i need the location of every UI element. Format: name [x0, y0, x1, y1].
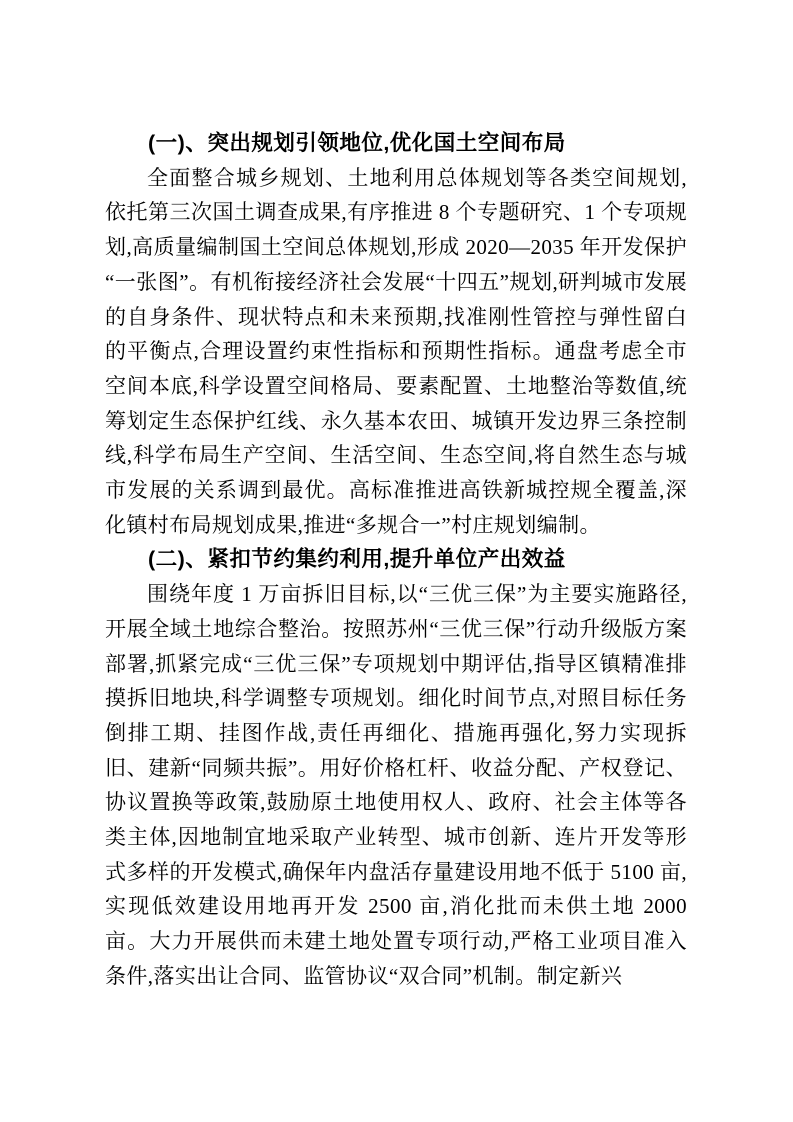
section-2-paragraph: 围绕年度 1 万亩拆旧目标,以“三优三保”为主要实施路径,开展全域土地综合整治。按照苏州“三优三保”行动升级版方案部署,抓紧完成“三优三保”专项规划中期评估,指导区镇精准排摸拆旧地块,科学调整专项规划。细化时间节点,对照目标任务倒排工期、挂图作战,责任再细化、措施再强化,努力实现拆旧、建新“同频共振”。用好价格杠杆、收益分配、产权登记、协议置换等政策,鼓励原土地使用权人、政府、社会主体等各类主体,因地制宜地采取产业转型、城市创新、连片开发等形式多样的开发模式,确保年内盘活存量建设用地不低于 5100 亩,实现低效建设用地再开发 2500 亩,消化批而未供土地 2000 亩。大力开展供而未建土地处置专项行动,严格工业项目准入条件,落实出让合同、监管协议“双合同”机制。制定新兴 [105, 582, 687, 988]
section-2 [105, 542, 687, 993]
section-1 [105, 126, 687, 542]
section-2-heading: (二)、紧扣节约集约利用,提升单位产出效益 [148, 547, 566, 572]
section-1-heading: (一)、突出规划引领地位,优化国土空间布局 [148, 131, 566, 155]
section-1-paragraph: 全面整合城乡规划、土地利用总体规划等各类空间规划,依托第三次国土调查成果,有序推进 8 个专题研究、1 个专项规划,高质量编制国土空间总体规划,形成 2020—2035 年开发保护“一张图”。有机衔接经济社会发展“十四五”规划,研判城市发展的自身条件、现状特点和未来预期,找准刚性管控与弹性留白的平衡点,合理设置约束性指标和预期性指标。通盘考虑全市空间本底,科学设置空间格局、要素配置、土地整治等数值,统筹划定生态保护红线、永久基本农田、城镇开发边界三条控制线,科学布局生产空间、生活空间、生态空间,将自然生态与城市发展的关系调到最优。高标准推进高铁新城控规全覆盖,深化镇村布局规划成果,推进“多规合一”村庄规划编制。 [105, 165, 687, 537]
